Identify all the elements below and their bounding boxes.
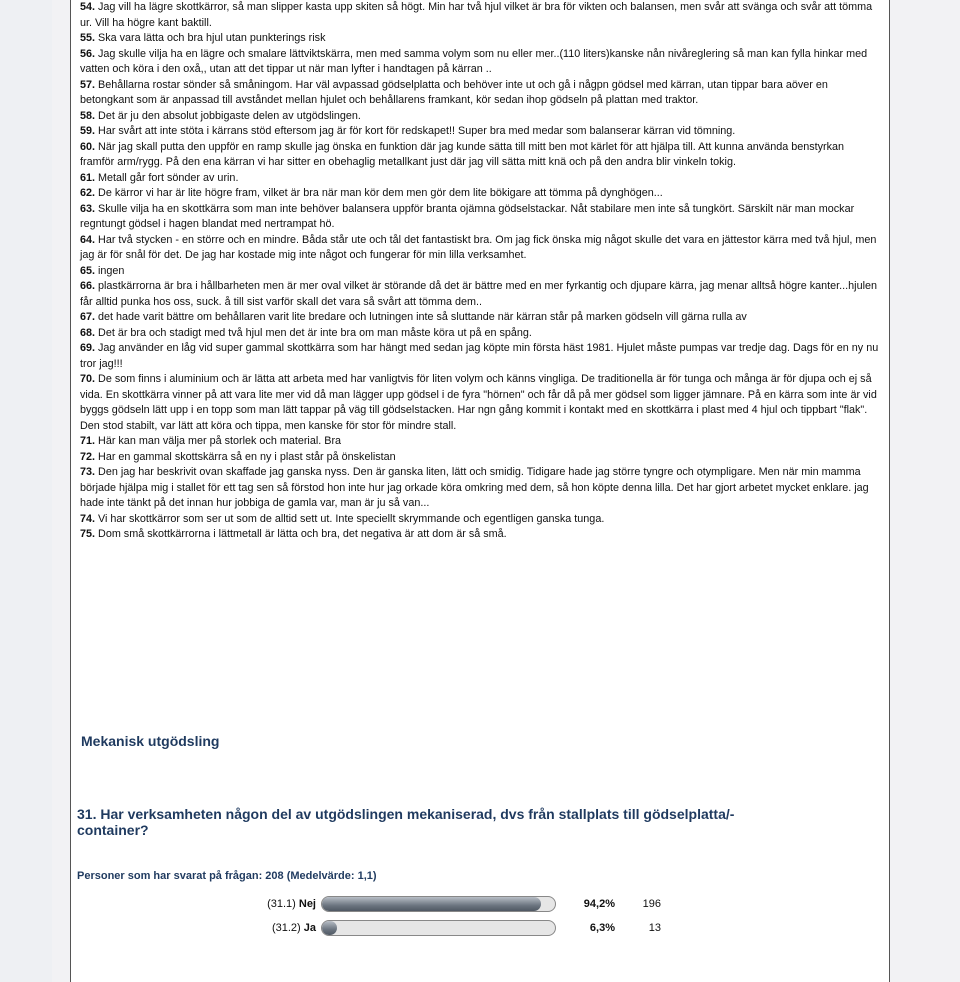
answer-number: 74. <box>80 512 96 525</box>
answer-item <box>80 512 880 528</box>
answer-item <box>80 202 880 233</box>
answer-item <box>80 450 880 466</box>
answer-text: Jag använder en låg vid super gammal skottkärra som har hängt med sedan jag köpte min första häst 1981. Hjulet måste pumpas var tredje dag. Dags för en ny nu tror jag!!! <box>80 342 879 370</box>
answer-item <box>80 310 880 326</box>
answer-item <box>80 279 880 310</box>
answer-number: 67. <box>80 311 96 323</box>
option-label: (31.1) Nej <box>267 898 316 910</box>
answer-item <box>80 109 880 125</box>
answer-text: Har två stycken - en större och en mindre. Båda står ute och tål det fantastiskt bra. Om jag fick önska mig något skulle det vara en jättestor kärra med två hjul, men jag är för snål för det. De jag har kostade mig inte något och fungerar för min lilla verksamhet. <box>80 233 877 261</box>
answer-number: 63. <box>80 202 96 215</box>
answer-item <box>80 31 880 47</box>
answer-item <box>80 527 880 543</box>
answer-item <box>80 0 880 31</box>
answer-text: Har en gammal skottskärra så en ny i plast står på önskelistan <box>95 450 396 463</box>
answer-number: 54. <box>80 1 96 13</box>
answer-text: ingen <box>95 264 125 277</box>
answer-item <box>80 465 880 512</box>
answer-number: 60. <box>80 140 96 153</box>
answer-text: Behållarna rostar sönder så småningom. Har väl avpassad gödselplatta och behöver inte ut och gå i någpn gödsel med kärran, utan tippar bara aöver en betongkant som är anpassad till avståndet mellan hjulet och behållarens framkant, kör sedan ihop gödseln på plattan med traktor. <box>80 78 828 106</box>
answer-text: Här kan man välja mer på storlek och material. Bra <box>95 435 342 447</box>
answer-item <box>80 233 880 264</box>
answer-number: 75. <box>80 528 96 540</box>
answer-number: 70. <box>80 373 96 385</box>
answer-text: Ska vara lätta och bra hjul utan punkterings risk <box>95 32 326 44</box>
answer-item <box>80 124 880 140</box>
answer-item <box>80 341 880 372</box>
section-heading: Mekanisk utgödsling <box>81 733 220 749</box>
result-row <box>71 895 891 915</box>
option-label: (31.2) Ja <box>271 922 316 934</box>
answer-number: 64. <box>80 233 96 246</box>
answer-text: Har svårt att inte stöta i kärrans stöd eftersom jag är för kort för redskapet!! Super bra med medar som balanserar kärran vid tömning. <box>95 125 736 137</box>
answer-text: Metall går fort sönder av urin. <box>95 171 239 184</box>
answer-item <box>80 326 880 342</box>
answer-item <box>80 78 880 109</box>
option-count: 13 <box>648 922 661 934</box>
answer-number: 62. <box>80 187 96 199</box>
answer-text: De som finns i aluminium och är lätta att arbeta med har vanligtvis för liten volym och känns vingliga. De traditionella är för tunga och många är för djupa och ej så vida. En skottkärra vinner på att vara lite mer vid då man lägger upp gödsel i de fyra "hörnen" och får då på mer gödsel som ligger jämnare. På en kärra som inte är vid byggs gödseln lätt upp i en topp som man lätt tappar på väg till gödselstacken. Har ngn gång kommit i kontakt med en skottkärra i plast med 4 hjul och tippbart "flak". Den stod stabilt, var lätt att köra och tippa, men kanske för stor för mindre stall. <box>80 373 877 432</box>
answer-item <box>80 140 880 171</box>
answer-number: 66. <box>80 280 96 292</box>
result-bar-fill <box>322 921 337 935</box>
answer-text: När jag skall putta den uppför en ramp skulle jag önska en funktion där jag kunde sätta till mitt ben mot kärlet för att hjälpa till. Att kunna använda benstyrkan framför arm/rygg. På den ena kärran vi har sitter en obehaglig metallkant just där jag vill sätta mitt knä och på den andra blir vinkeln tokig. <box>80 140 845 168</box>
answer-text: Dom små skottkärrorna i lättmetall är lätta och bra, det negativa är att dom är så små. <box>95 528 507 540</box>
result-bar-fill <box>322 897 541 911</box>
answer-number: 69. <box>80 342 96 354</box>
answer-number: 56. <box>80 47 96 60</box>
answer-number: 72. <box>80 450 96 463</box>
answer-text: Vi har skottkärror som ser ut som de alltid sett ut. Inte speciellt skrymmande och egentligen ganska tunga. <box>95 512 605 525</box>
answer-item <box>80 171 880 187</box>
result-row <box>71 919 891 939</box>
option-count: 196 <box>642 898 661 910</box>
result-bar <box>321 920 556 936</box>
result-bar <box>321 896 556 912</box>
answer-item <box>80 434 880 450</box>
option-percent: 94,2% <box>583 898 615 910</box>
answer-text: De kärror vi har är lite högre fram, vilket är bra när man kör dem men gör dem lite bökigare att tömma på dynghögen... <box>95 187 663 199</box>
answer-number: 71. <box>80 435 96 447</box>
answer-text: Jag vill ha lägre skottkärror, så man slipper kasta upp skiten så högt. Min har två hjul vilket är bra för vikten och balansen, men svår att svänga och svår att tömma ur. Vill ha högre kant baktill. <box>80 1 873 29</box>
answer-number: 57. <box>80 78 96 91</box>
answer-text: Det är bra och stadigt med två hjul men det är inte bra om man måste köra ut på en spång. <box>95 326 532 339</box>
answer-item <box>80 47 880 78</box>
answer-number: 61. <box>80 171 96 184</box>
answer-number: 59. <box>80 125 96 137</box>
answer-item <box>80 372 880 434</box>
respondent-count: Personer som har svarat på frågan: 208 (Medelvärde: 1,1) <box>77 870 377 882</box>
answer-text: Den jag har beskrivit ovan skaffade jag ganska nyss. Den är ganska liten, lätt och smidig. Tidigare hade jag större tyngre och otympligare. Men när min mamma började hjälpa mig i stallet för ett tag sen så förstod hon inte hur jag orkade köra omkring med dem, så hon köpte denna lilla. Det har gjort arbetet mycket enklare. jag hade inte tänkt på det innan hur jobbiga de gamla var, man är ju så van... <box>80 466 869 509</box>
answer-text: plastkärrorna är bra i hållbarheten men är mer oval vilket är störande då det är bättre med en mer fyrkantig och djupare kärra, jag menar alltså högre kanter...hjulen får alltid punka hos oss, suck. å till sist varför skall det vara så svårt att tömma dem.. <box>80 280 877 308</box>
answer-number: 58. <box>80 109 96 122</box>
report-content <box>70 0 890 982</box>
answer-number: 65. <box>80 264 96 277</box>
answer-text: Det är ju den absolut jobbigaste delen av utgödslingen. <box>95 109 361 122</box>
answer-text: Jag skulle vilja ha en lägre och smalare lättviktskärra, men med samma volym som nu eller mer..(110 liters)kanske nån nivåreglering så man kan fylla hinkar med vatten och köra i den oxå,, utan att det tippar ut när man lyfter i handtagen på kärran .. <box>80 47 868 75</box>
left-margin <box>0 0 52 982</box>
answer-item <box>80 186 880 202</box>
answer-text: Skulle vilja ha en skottkärra som man inte behöver balansera uppför branta ojämna gödselstackar. Nåt stabilare men inte så tungkört. Särskilt när man mockar regntungt gödsel i hagen blandat med nertrampat hö. <box>80 202 855 230</box>
answer-text: det hade varit bättre om behållaren varit lite bredare och lutningen inte så sluttande när kärran står på marken gödseln vill gärna rulla av <box>95 311 747 323</box>
question-title: 31. Har verksamheten någon del av utgödslingen mekaniserad, dvs från stallplats till gödselplatta/-container? <box>77 806 735 838</box>
answer-number: 73. <box>80 466 96 478</box>
answer-number: 55. <box>80 32 96 44</box>
answer-list <box>80 0 880 543</box>
answer-item <box>80 264 880 280</box>
option-percent: 6,3% <box>589 922 615 934</box>
answer-number: 68. <box>80 326 96 339</box>
